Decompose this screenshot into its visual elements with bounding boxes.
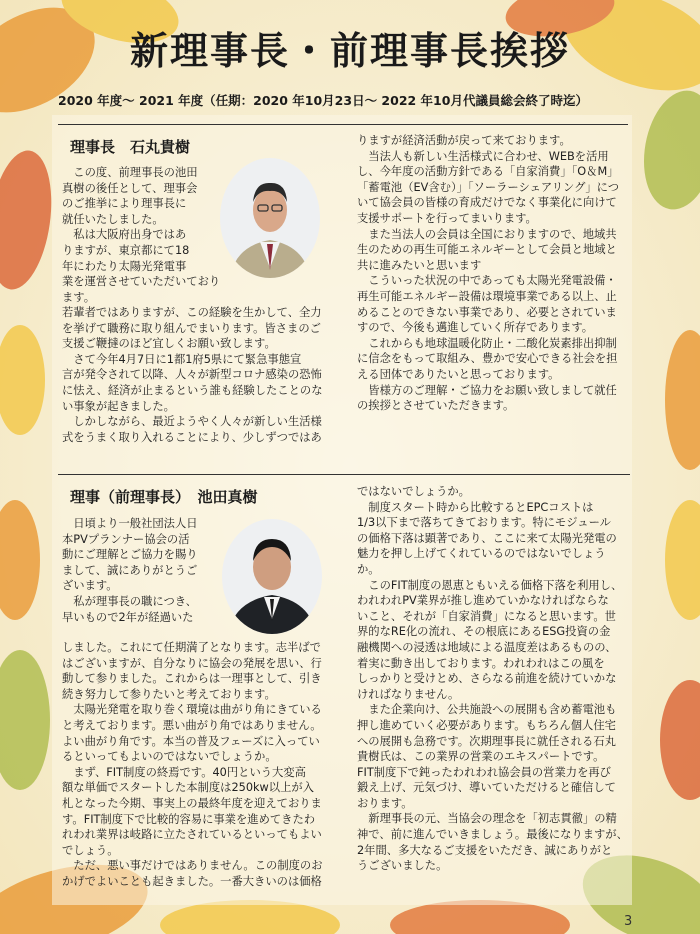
portrait-ikeda xyxy=(222,519,322,634)
section2-heading: 理事（前理事長） 池田真樹 xyxy=(70,488,258,506)
page-title: 新理事長・前理事長挨拶 xyxy=(129,29,570,73)
page-number: 3 xyxy=(624,914,633,929)
section2-text-right: ではないでしょうか。 制度スタート時から比較するとEPCコストは 1/3以下まで落ちてきております。特にモジュール の価格下落は顕著であり、ここに来て太陽光発電の 魅力を押し上げてくれているのではないでしょう か。 このFIT制度の恩恵ともいえる価格下落を利用し、 われわれPV業界が推し進めていかなければならな いこと、それが「自家消費」になると思います。世 界的なRE化の流れ、その根底にあるESG投資の金 融機関への浸透は地域による温度差はあるものの、 着実に動き出しております。われわれはこの風を しっかりと受けとめ、さらなる前進を続けていかな ければなりません。 また企業向け、公共施設への展開も含め蓄電池も 押し進めていく必要があります。もちろん個人住宅 への展開も急務です。次期理事長に就任される石丸 貴樹氏は、この業界の営業のエキスパートです。 FIT制度下で鈍ったわれわれ協会員の営業力を再び 鍛え上げ、元気づけ、導いていただけると確信して おります。 新理事長の元、当協会の理念を「初志貫徹」の精 神で、前に進んでいきましょう。最後になりますが、 2年間、多大なるご支援をいただき、誠にありがと うございました。 xyxy=(357,485,628,873)
term-subtitle: 2020 年度〜 2021 年度（任期：2020 年10月23日〜 2022 年10月代議員総会終了時迄） xyxy=(58,93,588,108)
section1-rule xyxy=(58,124,628,125)
section1-text-left-top: この度、前理事長の池田 真樹の後任として、理事会 のご推挙により理事長に 就任いたしました。 私は大阪府出身ではあ りますが、東京都にて18 年にわたり太陽光発電事 業を運営させていただいております。 xyxy=(62,166,221,304)
section2-text-left-top: 日頃より一般社団法人日 本PVプランナー協会の活 動にご理解とご協力を賜り まして、誠にありがとうご ざいます。 私が理事長の職につき、 早いもので2年が経過いた xyxy=(62,517,198,624)
section2-rule xyxy=(58,474,630,475)
section1-text-left-bottom: 若輩者ではありますが、この経験を生かして、全力 を挙げて職務に取り組んでまいります。皆さまのご 支援ご鞭撻のほど宜しくお願い致します。 さて今年4月7日に1都1府5県にて緊急事態宣 言が発令されて以降、人々が新型コロナ感染の恐怖 に怯え、経済が止まるという誰も経験したことのな い事象が起きました。 しかしながら、最近ようやく人々が新しい生活様 式をうまく取り入れることにより、少しずつではあ xyxy=(62,306,323,444)
section2-text-left-bottom: しました。これにて任期満了となります。志半ばで はございますが、自分なりに協会の発展を思い、行 動して参りました。これからは一理事として、引き 続き努力して参りたいと考えております。 太陽光発電を取り巻く環境は曲がり角にきている と考えております。悪い曲がり角ではありません。 よい曲がり角です。本当の普及フェーズに入ってい るといってもよいのではないでしょうか。 まず、FIT制度の終焉です。40円という大変高 額な単価でスタートした本制度は250kw以上が入 札となった今期、事実上の最終年度を迎えておりま す。FIT制度下で比較的容易に事業を進めてきたわ れわれ業界は岐路に立たされているといってもよい でしょう。 ただ、悪い事だけではありません。この制度のお かげでよいことも起きました。一番大きいのは価格 xyxy=(62,641,323,888)
section1-text-right: りますが経済活動が戻って来ております。 当法人も新しい生活様式に合わせ、WEBを活用 し、今年度の活動方針である「自家消費」「O＆M」 「蓄電池（EV含む）」「ソーラーシェアリング」につ いて協会員の皆様の育成だけでなく事業化に向けて 支援サポートを行ってまいります。 また当法人の会員は全国におりますので、地域共 生のための再生可能エネルギーとして会員と地域と 共に進みたいと思います こういった状況の中であっても太陽光発電設備・ 再生可能エネルギー設備は環境事業である以上、止 めることのできない事業であり、必要とされていま すので、今後も邁進していく所存であります。 これからも地球温暖化防止・二酸化炭素排出抑制 に信念をもって取組み、豊かで安心できる社会を担 える団体でありたいと思っております。 皆様方のご理解・ご協力をお願い致しまして就任 の挨拶とさせていただきます。 xyxy=(357,134,620,413)
portrait-ishimaru xyxy=(220,158,320,278)
section1-heading: 理事長 石丸貴樹 xyxy=(70,138,191,156)
